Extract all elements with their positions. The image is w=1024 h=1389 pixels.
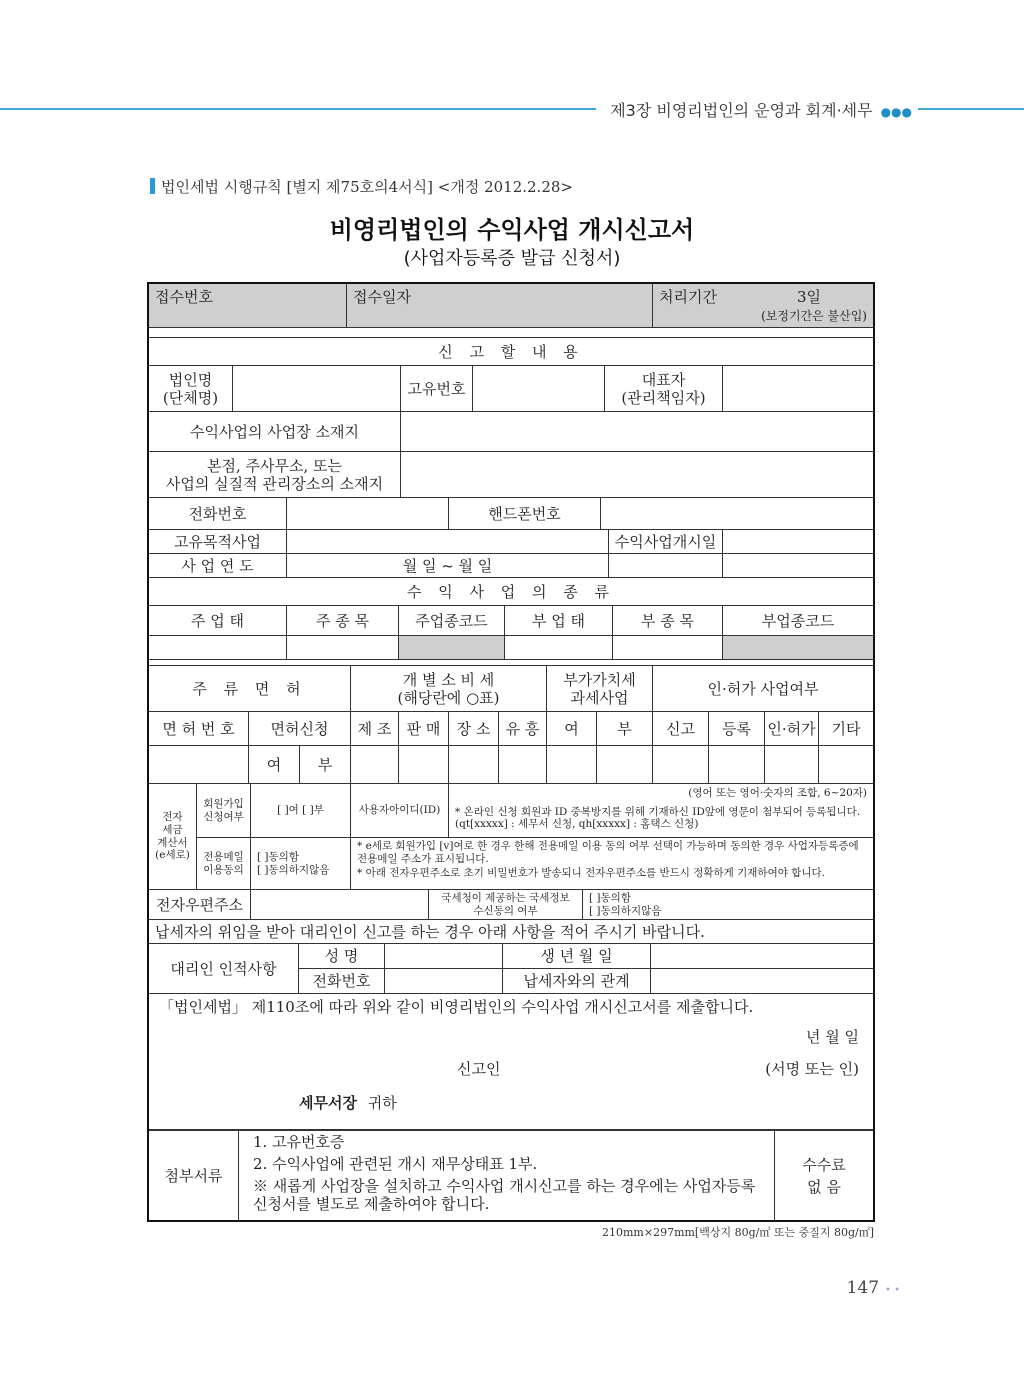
license-no-field[interactable] xyxy=(149,746,249,784)
head-office-label: 본점, 주사무소, 또는 사업의 실질적 관리장소의 소재지 xyxy=(149,452,401,498)
receipt-number-label: 접수번호 xyxy=(155,288,213,306)
receipt-date-label: 접수일자 xyxy=(353,288,411,306)
vat-no-field[interactable] xyxy=(597,746,653,784)
license-apply-yes[interactable]: 여 xyxy=(249,746,300,784)
type-header-sub-item: 부 종 목 xyxy=(613,606,723,636)
type-sub-item-field[interactable] xyxy=(613,636,723,660)
fee-label: 수수료 xyxy=(802,1155,846,1174)
regulation-marker xyxy=(150,178,155,194)
register-field[interactable] xyxy=(709,746,765,784)
type-main-item-field[interactable] xyxy=(287,636,399,660)
types-section-title: 수 익 사 업 의 종 류 xyxy=(149,578,873,606)
page-number-block xyxy=(847,1278,900,1298)
manufacture-field[interactable] xyxy=(351,746,399,784)
col-permit: 인·허가 xyxy=(765,712,819,746)
col-sale: 판 매 xyxy=(399,712,449,746)
chapter-dots-icon: ●●● xyxy=(880,105,912,119)
unique-purpose-field[interactable] xyxy=(287,530,609,554)
vat-yes-field[interactable] xyxy=(547,746,597,784)
email-label: 전자우편주소 xyxy=(149,890,251,920)
col-license-no: 면 허 번 호 xyxy=(149,712,249,746)
corp-name-label: 법인명 (단체명) xyxy=(149,366,233,412)
type-sub-code-field[interactable] xyxy=(723,636,873,660)
attachments-label: 첨부서류 xyxy=(149,1130,239,1220)
tax-office-label: 세무서장 xyxy=(299,1094,357,1112)
type-header-main-code: 주업종코드 xyxy=(399,606,505,636)
regulation-text: 법인세법 시행규칙 [별지 제75호의4서식] <개정 2012.2.28> xyxy=(161,178,573,196)
liquor-license-label: 주 류 면 허 xyxy=(149,666,351,712)
business-year-blank-a xyxy=(609,554,723,578)
period-label: 처리기간 xyxy=(659,288,717,306)
signature-field[interactable]: (서명 또는 인) xyxy=(765,1060,859,1078)
regulation-line xyxy=(150,176,573,197)
unique-no-field[interactable] xyxy=(473,366,605,412)
agent-relation-label: 납세자와의 관계 xyxy=(503,969,651,994)
agent-name-field[interactable] xyxy=(385,944,503,969)
form-subtitle: (사업자등록증 발급 신청서) xyxy=(403,248,621,269)
fee-value: 없 음 xyxy=(807,1177,841,1196)
business-year-label: 사 업 연 도 xyxy=(149,554,287,578)
user-id-field[interactable] xyxy=(449,784,873,838)
representative-field[interactable] xyxy=(723,366,873,412)
agent-notice: 납세자의 위임을 받아 대리인이 신고를 하는 경우 아래 사항을 적어 주시기 바랍니다. xyxy=(149,920,873,944)
period-note: (보정기간은 불산입) xyxy=(761,309,867,323)
type-header-main-business: 주 업 태 xyxy=(149,606,287,636)
excise-tax-label: 개 별 소 비 세 (해당란에 ○표) xyxy=(351,666,547,712)
col-other: 기타 xyxy=(819,712,873,746)
declaration-date[interactable]: 년 월 일 xyxy=(805,1028,859,1046)
phone-field[interactable] xyxy=(287,498,449,530)
report-form xyxy=(147,282,875,1222)
col-register: 등록 xyxy=(709,712,765,746)
nts-consent-options[interactable]: [ ]동의함 [ ]동의하지않음 xyxy=(583,890,873,920)
declaration-text: 「법인세법」 제110조에 따라 위와 같이 비영리법인의 수익사업 개시신고서를 제출합니다. xyxy=(159,998,754,1016)
period-value: 3일 xyxy=(796,288,822,306)
id-duplicate-note: * 온라인 신청 회원과 ID 중복방지를 위해 기재하신 ID앞에 영문이 첨부되어 등록됩니다.(qt[xxxxx] : 세무서 신청, qh[xxxxx] : 홈택스 신청) xyxy=(455,805,861,831)
permit-label: 인·허가 사업여부 xyxy=(653,666,873,712)
processing-period xyxy=(653,284,873,328)
agent-name-label: 성 명 xyxy=(299,944,385,969)
type-header-sub-code: 부업종코드 xyxy=(723,606,873,636)
email-consent-notes xyxy=(351,838,873,890)
email-consent-options[interactable]: [ ]동의함 [ ]동의하지않음 xyxy=(251,838,351,890)
type-header-main-item: 주 종 목 xyxy=(287,606,399,636)
col-license-apply: 면허신청 xyxy=(249,712,351,746)
agent-birth-field[interactable] xyxy=(651,944,873,969)
type-header-sub-business: 부 업 태 xyxy=(505,606,613,636)
agent-relation-field[interactable] xyxy=(651,969,873,994)
sale-field[interactable] xyxy=(399,746,449,784)
email-password-note: * 아래 전자우편주소로 초기 비밀번호가 발송되니 전자우편주소를 반드시 정확하게 기재하여야 합니다. xyxy=(357,867,825,880)
agent-birth-label: 생 년 월 일 xyxy=(503,944,651,969)
email-field[interactable] xyxy=(251,890,429,920)
col-vat-yes: 여 xyxy=(547,712,597,746)
vat-label: 부가가치세 과세사업 xyxy=(547,666,653,712)
entertainment-field[interactable] xyxy=(499,746,547,784)
email-consent-note: * e세로 회원가입 [v]여로 한 경우 한해 전용메일 이용 동의 여부 선택이 가능하며 동의한 경우 사업자등록증에 전용메일 주소가 표시됩니다. xyxy=(357,840,859,865)
mobile-field[interactable] xyxy=(601,498,873,530)
place-field[interactable] xyxy=(449,746,499,784)
business-location-label: 수익사업의 사업장 소재지 xyxy=(149,412,401,452)
col-manufacture: 제 조 xyxy=(351,712,399,746)
col-report: 신고 xyxy=(653,712,709,746)
declaration-block xyxy=(149,994,873,1130)
fee-cell xyxy=(775,1130,873,1220)
id-note: (영어 또는 영어·숫자의 조합, 6~20자) xyxy=(688,787,867,799)
mobile-label: 핸드폰번호 xyxy=(449,498,601,530)
page-dots: • • xyxy=(885,1285,900,1296)
user-id-label: 사용자아이디(ID) xyxy=(351,784,449,838)
form-title: 비영리법인의 수익사업 개시신고서 xyxy=(329,216,695,244)
spacer-row xyxy=(149,328,873,338)
paper-spec: 210mm×297mm[백상지 80g/㎡ 또는 중질지 80g/㎡] xyxy=(602,1226,874,1239)
unique-purpose-label: 고유목적사업 xyxy=(149,530,287,554)
attachment-item-1: 1. 고유번호증 xyxy=(253,1133,345,1151)
einvoice-label: 전자 세금 계산서 (e세로) xyxy=(149,784,197,890)
receipt-date[interactable] xyxy=(347,284,653,328)
representative-label: 대표자 (관리책임자) xyxy=(605,366,723,412)
chapter-title: 제3장 비영리법인의 운영과 회계·세무 ●●● xyxy=(596,98,918,121)
attachments-list xyxy=(239,1130,775,1220)
report-section-title: 신 고 할 내 용 xyxy=(149,338,873,366)
receipt-number[interactable] xyxy=(149,284,347,328)
attachment-item-2: 2. 수익사업에 관련된 개시 재무상태표 1부. xyxy=(253,1155,538,1173)
other-field[interactable] xyxy=(819,746,873,784)
email-consent-label: 전용메일 이용동의 xyxy=(197,838,251,890)
phone-label: 전화번호 xyxy=(149,498,287,530)
type-main-business-field[interactable] xyxy=(149,636,287,660)
permit-field[interactable] xyxy=(765,746,819,784)
business-location-field[interactable] xyxy=(401,412,873,452)
business-year-blank-b xyxy=(723,554,873,578)
type-main-code-field[interactable] xyxy=(399,636,505,660)
report-field[interactable] xyxy=(653,746,709,784)
reporter-label: 신고인 xyxy=(457,1060,501,1078)
col-entertainment: 유 흥 xyxy=(499,712,547,746)
start-date-field[interactable] xyxy=(723,530,873,554)
nts-consent-label: 국세청이 제공하는 국세정보 수신동의 여부 xyxy=(429,890,583,920)
attachment-note: ※ 새롭게 사업장을 설치하고 수익사업 개시신고를 하는 경우에는 사업자등록신청서를 별도로 제출하여야 합니다. xyxy=(253,1177,756,1213)
business-year-field[interactable]: 월 일 ~ 월 일 xyxy=(287,554,609,578)
type-sub-business-field[interactable] xyxy=(505,636,613,660)
col-vat-no: 부 xyxy=(597,712,653,746)
agent-phone-label: 전화번호 xyxy=(299,969,385,994)
honorific-label: 귀하 xyxy=(367,1094,397,1112)
page-number: 147 xyxy=(846,1278,880,1298)
agent-phone-field[interactable] xyxy=(385,969,503,994)
signup-options[interactable]: [ ]여 [ ]부 xyxy=(251,784,351,838)
unique-no-label: 고유번호 xyxy=(401,366,473,412)
col-place: 장 소 xyxy=(449,712,499,746)
signup-label: 회원가입 신청여부 xyxy=(197,784,251,838)
license-apply-no[interactable]: 부 xyxy=(300,746,351,784)
head-office-field[interactable] xyxy=(401,452,873,498)
agent-label: 대리인 인적사항 xyxy=(149,944,299,994)
start-date-label: 수익사업개시일 xyxy=(609,530,723,554)
corp-name-field[interactable] xyxy=(233,366,401,412)
